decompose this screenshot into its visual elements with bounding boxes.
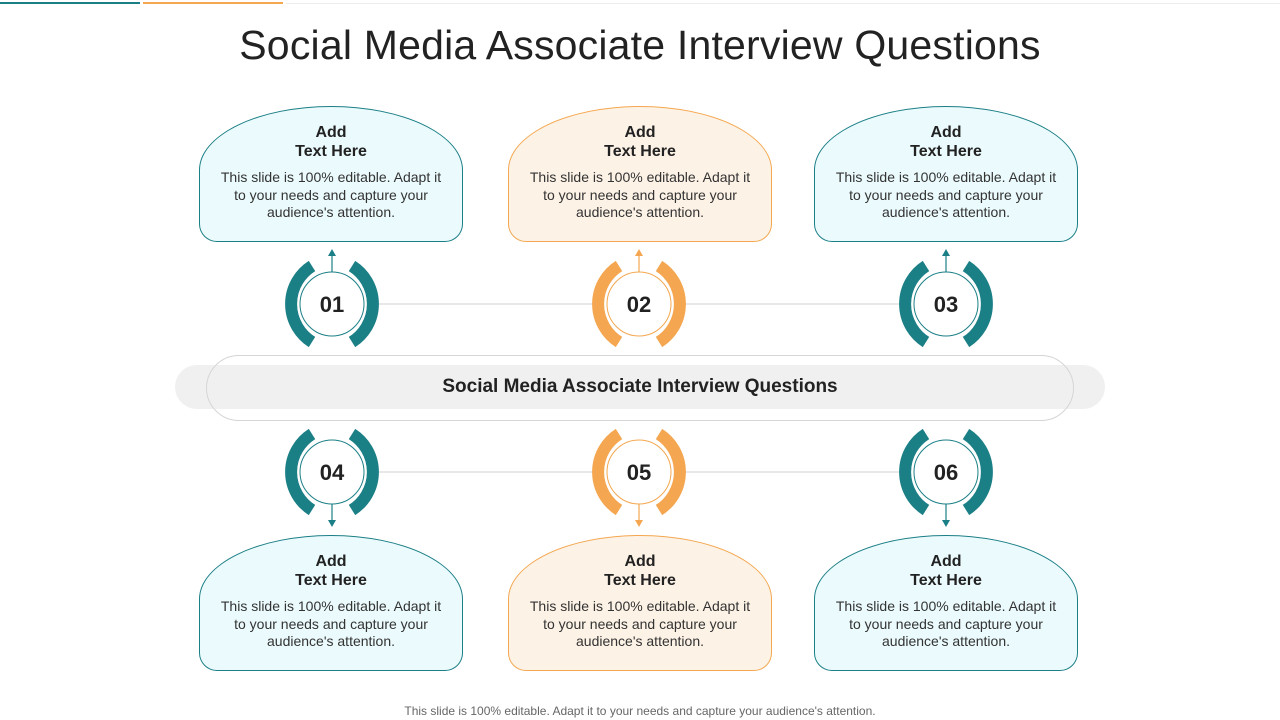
card-heading: Add Text Here: [910, 124, 982, 160]
card-heading: Add Text Here: [910, 553, 982, 589]
card-body: This slide is 100% editable. Adapt it to your needs and capture your audience's attention.: [835, 169, 1057, 220]
card-body: This slide is 100% editable. Adapt it to your needs and capture your audience's attention.: [529, 169, 751, 220]
footer-note: This slide is 100% editable. Adapt it to your needs and capture your audience's attention.: [404, 704, 876, 718]
node-number: 02: [626, 292, 652, 317]
center-band-label: Social Media Associate Interview Questions: [442, 376, 838, 397]
node-number: 03: [933, 292, 959, 317]
arrow-down-icon: [635, 520, 643, 527]
node-04: [291, 434, 373, 527]
card-5: [508, 535, 772, 671]
node-01: [291, 249, 373, 342]
arrow-up-icon: [635, 249, 643, 256]
card-heading: Add Text Here: [604, 124, 676, 160]
node-05: [598, 434, 680, 527]
card-body: This slide is 100% editable. Adapt it to your needs and capture your audience's attention.: [220, 169, 442, 220]
card-body: This slide is 100% editable. Adapt it to your needs and capture your audience's attention.: [835, 598, 1057, 649]
slide-title: Social Media Associate Interview Questions: [239, 22, 1041, 68]
arrow-up-icon: [942, 249, 950, 256]
node-02: [598, 249, 680, 342]
card-4: [199, 535, 463, 671]
node-number: 05: [626, 460, 652, 485]
node-06: [905, 434, 987, 527]
arrow-down-icon: [942, 520, 950, 527]
card-body: This slide is 100% editable. Adapt it to your needs and capture your audience's attention.: [220, 598, 442, 649]
card-heading: Add Text Here: [295, 553, 367, 589]
card-6: [814, 535, 1078, 671]
arrow-up-icon: [328, 249, 336, 256]
node-03: [905, 249, 987, 342]
card-body: This slide is 100% editable. Adapt it to your needs and capture your audience's attention.: [529, 598, 751, 649]
node-number: 04: [319, 460, 345, 485]
node-number: 06: [933, 460, 959, 485]
card-heading: Add Text Here: [295, 124, 367, 160]
node-number: 01: [319, 292, 345, 317]
card-heading: Add Text Here: [604, 553, 676, 589]
arrow-down-icon: [328, 520, 336, 527]
